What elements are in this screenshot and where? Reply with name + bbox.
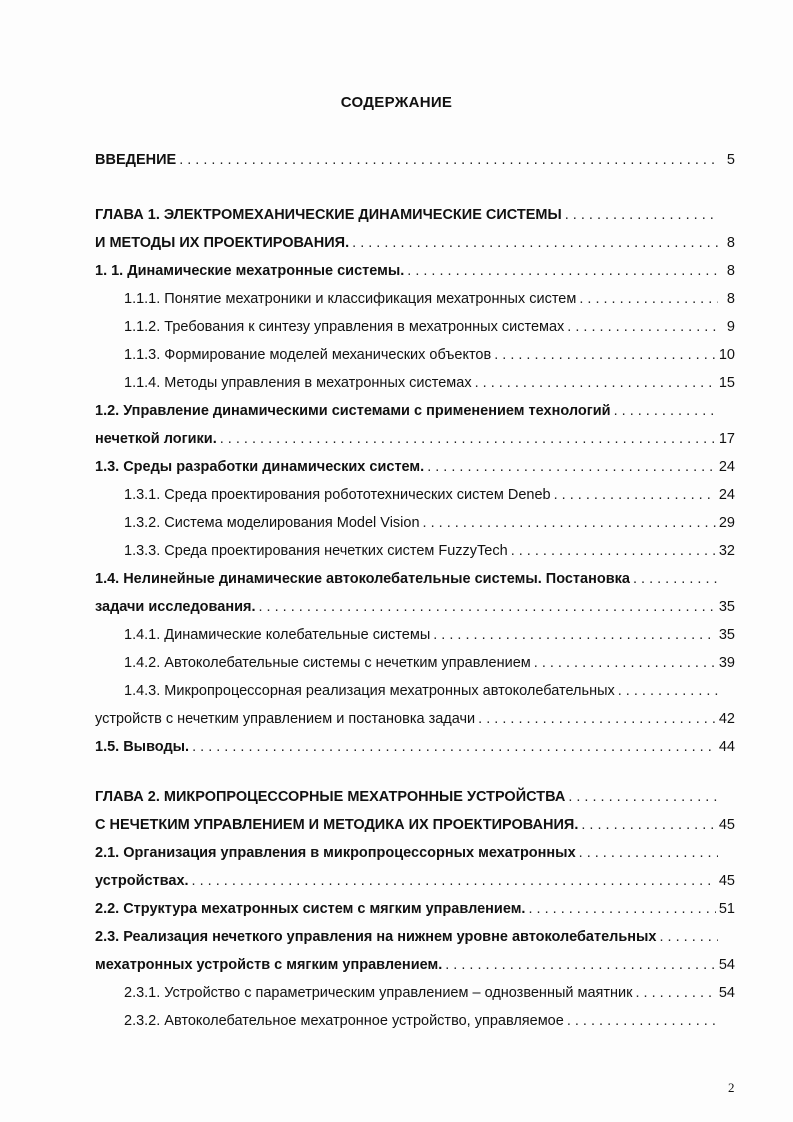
dot-leader	[528, 898, 715, 920]
toc-entry-text: 1.3.3. Среда проектирования нечетких систем FuzzyTech	[124, 543, 508, 559]
toc-entry-1-3-2	[124, 512, 735, 534]
dot-leader	[511, 540, 716, 562]
toc-entry-2-3-1	[124, 982, 735, 1004]
toc-entry-1-2-cont	[95, 428, 735, 450]
toc-entry-text: 2.2. Структура мехатронных систем с мягким управлением.	[95, 901, 526, 917]
toc-entry-2-1-cont	[95, 870, 735, 892]
toc-entry-2-3-cont	[95, 954, 735, 976]
toc-entry-chapter-1-cont	[95, 232, 735, 254]
dot-leader	[433, 624, 716, 646]
toc-entry-text: ГЛАВА 1. ЭЛЕКТРОМЕХАНИЧЕСКИЕ ДИНАМИЧЕСКИЕ СИСТЕМЫ	[95, 207, 562, 223]
toc-entry-page: 8	[726, 263, 735, 279]
toc-entry-1-3-3	[124, 540, 735, 562]
page-number: 2	[728, 1080, 735, 1095]
toc-entry-text: 1.4.3. Микропроцессорная реализация мехатронных автоколебательных	[124, 683, 615, 699]
dot-leader	[567, 1010, 718, 1032]
toc-entry-page: 9	[726, 319, 735, 335]
dot-leader	[220, 428, 716, 450]
toc-entry-1-1-4	[124, 372, 735, 394]
dot-leader	[554, 484, 716, 506]
toc-entry-page: 54	[718, 957, 735, 973]
toc-entry-text: 2.3. Реализация нечеткого управления на нижнем уровне автоколебательных	[95, 929, 657, 945]
toc-entry-page: 17	[718, 431, 735, 447]
toc-entry-text: ГЛАВА 2. МИКРОПРОЦЕССОРНЫЕ МЕХАТРОННЫЕ УСТРОЙСТВА	[95, 789, 566, 805]
toc-entry-text: устройств с нечетким управлением и постановка задачи	[95, 711, 476, 727]
toc-entry-page: 8	[726, 291, 735, 307]
toc-entry-text: 1.1.3. Формирование моделей механических объектов	[124, 347, 492, 363]
toc-entry-page: 10	[718, 347, 735, 363]
dot-leader	[567, 316, 718, 338]
dot-leader	[478, 708, 716, 730]
toc-entry-2-3	[95, 926, 735, 948]
dot-leader	[565, 204, 718, 226]
toc-entry-page: 8	[726, 235, 735, 251]
dot-leader	[581, 814, 716, 836]
toc-entry-page: 51	[718, 901, 735, 917]
toc-entry-page: 5	[726, 152, 735, 168]
dot-leader	[579, 288, 718, 310]
toc-entry-page: 45	[718, 873, 735, 889]
toc-entry-chapter-2-cont	[95, 814, 735, 836]
toc-entry-page: 15	[718, 375, 735, 391]
dot-leader	[475, 372, 716, 394]
toc-entry-text: устройствах.	[95, 873, 189, 889]
dot-leader	[614, 400, 718, 422]
dot-leader	[407, 260, 718, 282]
dot-leader	[494, 344, 716, 366]
toc-entry-page: 32	[718, 543, 735, 559]
toc-entry-text: 1.4. Нелинейные динамические автоколебательные системы. Постановка	[95, 571, 630, 587]
toc-entry-1-3	[95, 456, 735, 478]
toc-entry-text: 1.1.4. Методы управления в мехатронных системах	[124, 375, 472, 391]
dot-leader	[659, 926, 718, 948]
toc-entry-text: мехатронных устройств с мягким управлением.	[95, 957, 443, 973]
dot-leader	[192, 736, 716, 758]
toc-entry-1-2	[95, 400, 735, 422]
dot-leader	[534, 652, 716, 674]
toc-entry-2-1	[95, 842, 735, 864]
toc-entry-1-1-3	[124, 344, 735, 366]
toc-entry-1-4-2	[124, 652, 735, 674]
dot-leader	[635, 982, 715, 1004]
dot-leader	[633, 568, 718, 590]
toc-entry-text: ВВЕДЕНИЕ	[95, 152, 177, 168]
dot-leader	[192, 870, 716, 892]
toc-entry-page: 24	[718, 487, 735, 503]
toc-entry-text: И МЕТОДЫ ИХ ПРОЕКТИРОВАНИЯ.	[95, 235, 350, 251]
toc-entry-page: 42	[718, 711, 735, 727]
toc-entry-text: 1.3.1. Среда проектирования робототехнических систем Deneb	[124, 487, 551, 503]
toc-entry-text: 1.3. Среды разработки динамических систем.	[95, 459, 425, 475]
toc-entry-text: 1.3.2. Система моделирования Model Vision	[124, 515, 420, 531]
dot-leader	[568, 786, 718, 808]
toc-entry-1-4-1	[124, 624, 735, 646]
toc-entry-1-4	[95, 568, 735, 590]
toc-entry-text: 1. 1. Динамические мехатронные системы.	[95, 263, 405, 279]
dot-leader	[179, 149, 718, 171]
toc-entry-1-4-cont	[95, 596, 735, 618]
toc-entry-2-3-2	[124, 1010, 735, 1032]
toc-entry-1-4-3-cont	[95, 708, 735, 730]
toc-entry-text: С НЕЧЕТКИМ УПРАВЛЕНИЕМ И МЕТОДИКА ИХ ПРОЕКТИРОВАНИЯ.	[95, 817, 579, 833]
dot-leader	[352, 232, 718, 254]
toc-entry-chapter-2	[95, 786, 735, 808]
toc-entry-chapter-1	[95, 204, 735, 226]
dot-leader	[427, 456, 716, 478]
toc-entry-introduction	[95, 149, 735, 171]
toc-entry-text: задачи исследования.	[95, 599, 256, 615]
dot-leader	[258, 596, 715, 618]
toc-entry-1-4-3	[124, 680, 735, 702]
toc-entry-page: 24	[718, 459, 735, 475]
toc-entry-1-3-1	[124, 484, 735, 506]
toc-entry-page: 44	[718, 739, 735, 755]
toc-entry-page: 29	[718, 515, 735, 531]
toc-entry-1-1	[95, 260, 735, 282]
dot-leader	[618, 680, 718, 702]
dot-leader	[579, 842, 718, 864]
toc-entry-page: 54	[718, 985, 735, 1001]
toc-entry-text: 1.4.1. Динамические колебательные системы	[124, 627, 431, 643]
toc-entry-1-1-2	[124, 316, 735, 338]
toc-entry-1-5	[95, 736, 735, 758]
toc-entry-text: 1.4.2. Автоколебательные системы с нечетким управлением	[124, 655, 531, 671]
dot-leader	[423, 512, 716, 534]
toc-entry-text: 1.1.2. Требования к синтезу управления в мехатронных системах	[124, 319, 565, 335]
toc-title: СОДЕРЖАНИЕ	[340, 94, 453, 111]
toc-entry-text: 2.3.2. Автоколебательное мехатронное устройство, управляемое	[124, 1013, 564, 1029]
toc-entry-2-2	[95, 898, 735, 920]
toc-entry-text: 2.3.1. Устройство с параметрическим управлением – однозвенный маятник	[124, 985, 633, 1001]
toc-entry-text: 1.5. Выводы.	[95, 739, 190, 755]
toc-entry-1-1-1	[124, 288, 735, 310]
toc-entry-page: 35	[718, 627, 735, 643]
toc-entry-text: 1.2. Управление динамическими системами с применением технологий	[95, 403, 611, 419]
toc-entry-text: нечеткой логики.	[95, 431, 217, 447]
toc-entry-text: 2.1. Организация управления в микропроцессорных мехатронных	[95, 845, 576, 861]
toc-entry-page: 35	[718, 599, 735, 615]
toc-entry-page: 39	[718, 655, 735, 671]
toc-entry-page: 45	[718, 817, 735, 833]
dot-leader	[445, 954, 716, 976]
toc-entry-text: 1.1.1. Понятие мехатроники и классификация мехатронных систем	[124, 291, 577, 307]
